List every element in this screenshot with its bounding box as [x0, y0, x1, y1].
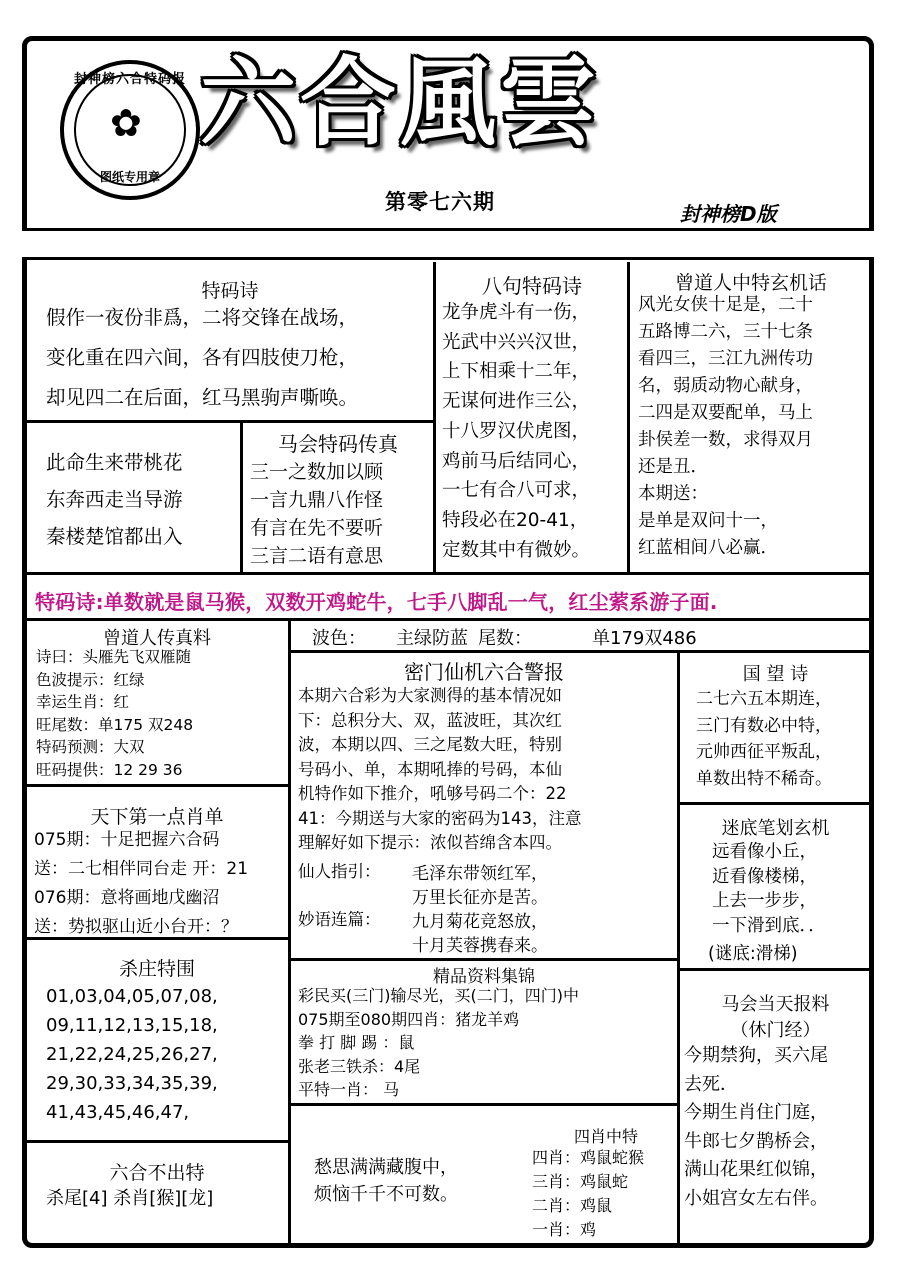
kill-special-line: 21,22,24,25,26,27, — [46, 1044, 218, 1065]
zeng-mystery-line: 二四是双要配单，马上 — [638, 403, 813, 423]
secret-alert-line: 41：今期送与大家的密码为143，注意 — [298, 808, 582, 828]
secret-alert-line: 本期六合彩为大家测得的基本情况如 — [298, 686, 562, 705]
horse-today-subtitle: （休门经） — [730, 1020, 821, 1041]
witty-poem-line: 万里长征亦是苦。 — [412, 888, 548, 908]
eight-lines-line: 龙争虎斗有一伤， — [442, 302, 591, 323]
four-zodiac-line: 二肖：鸡鼠 — [532, 1196, 613, 1215]
divider-poem-bottom — [26, 420, 435, 423]
zeng-mystery-line: 卦侯差一数，求得双月 — [638, 430, 813, 450]
worry-poem — [314, 1154, 458, 1208]
divider-zengfax-bottom — [26, 784, 290, 787]
eight-lines-line: 上下相乘十二年， — [442, 361, 591, 383]
header-stripe — [22, 228, 874, 260]
horse-fax-line: 三一之数加以顾 — [250, 461, 384, 483]
zeng-fax-line: 特码预测：大双 — [36, 738, 145, 756]
four-zodiac-line: 三肖：鸡鼠蛇 — [532, 1172, 629, 1191]
horse-today-title: 马会当天报料 — [721, 994, 830, 1015]
peach-line: 此命生来带桃花 — [46, 451, 183, 474]
zeng-fax-body — [36, 646, 193, 781]
horse-fax-line: 三言二语有意思 — [250, 545, 384, 567]
poem-special-line: 却见四二在后面，红马黑驹声嘶唤。 — [46, 386, 359, 409]
poem-special-line: 变化重在四六间，各有四肢使刀枪， — [46, 346, 359, 369]
best-data-line: 彩民买(三门)输尽光，买(二门，四门)中 — [298, 986, 579, 1005]
divider-v-col1 — [433, 262, 436, 574]
best-data-title: 精品资料集锦 — [433, 967, 535, 987]
secret-alert-title: 密门仙机六合警报 — [404, 660, 564, 684]
divider-best-bottom — [290, 1103, 679, 1106]
kill-special-body — [46, 982, 218, 1127]
zeng-mystery-line: 看四三，三江九洲传功 — [638, 349, 813, 369]
riddle-line: 上去一步步， — [712, 891, 817, 911]
divider-riddle-bottom — [679, 968, 872, 971]
kill-special-line: 09,11,12,13,15,18, — [46, 1015, 218, 1036]
riddle-body — [712, 840, 826, 938]
poem-special-line: 假作一夜份非爲，二将交锋在战场， — [46, 306, 359, 329]
zeng-fax-line: 旺尾数：单175 双248 — [36, 715, 194, 734]
first-zodiac-line: 送：势拟驱山近小台开：？ — [34, 917, 238, 937]
horse-today-line: 小姐宫女左右伴。 — [684, 1187, 828, 1209]
witty-poem-line: 九月菊花竞怒放， — [412, 912, 548, 932]
four-zodiac-body — [532, 1146, 644, 1242]
secret-alert-line: 波，本期以四、三之尾数大旺，特别 — [298, 735, 562, 754]
four-zodiac-line: 四肖：鸡鼠蛇猴 — [532, 1148, 645, 1167]
issue-number: 第零七六期 — [385, 190, 495, 214]
witty-poem-line: 十月芙蓉携春来。 — [412, 936, 548, 956]
eight-lines-line: 无谋何进作三公， — [442, 391, 591, 413]
seal-stamp — [60, 60, 200, 200]
zeng-mystery-line: 红蓝相间八必赢． — [638, 538, 778, 558]
worry-line: 烦恼千千不可数。 — [314, 1184, 458, 1205]
eight-lines-line: 十八罗汉伏虎图， — [442, 420, 591, 442]
eight-lines-title: 八句特码诗 — [482, 274, 582, 298]
eight-lines-body — [442, 298, 590, 565]
guowang-title: 国 望 诗 — [742, 664, 809, 685]
divider-guowang-bottom — [679, 802, 872, 805]
secret-alert-line: 号码小、单，本期吼捧的号码，本仙 — [298, 759, 562, 779]
zeng-fax-line: 色波提示：红绿 — [36, 670, 145, 689]
riddle-title: 迷底笔划玄机 — [721, 818, 830, 839]
poem-special-lines — [46, 298, 358, 418]
secret-alert-line: 理解好如下提示：浓似苔绵含本四。 — [298, 833, 562, 852]
eight-lines-line: 定数其中有微妙。 — [442, 539, 591, 561]
divider-v-right — [677, 652, 680, 1244]
first-zodiac-line: 076期：意将画地戊幽沼 — [34, 888, 220, 908]
zeng-mystery-title: 曾道人中特玄机话 — [674, 272, 827, 294]
no-special-line: 杀尾[4] 杀肖[猴][龙] — [46, 1188, 214, 1209]
best-data-line: 平特一肖： 马 — [298, 1080, 400, 1099]
first-zodiac-body — [34, 826, 248, 942]
horse-today-body — [684, 1042, 828, 1213]
horse-fax-title: 马会特码传真 — [278, 432, 398, 456]
riddle-line: 远看像小丘， — [712, 842, 817, 862]
tail-value: 单179双486 — [592, 628, 697, 649]
seal-bottom-text: 图纸专用章 — [99, 170, 160, 184]
zeng-mystery-line: 名，弱质动物心献身， — [638, 376, 813, 396]
riddle-line: 近看像楼梯， — [712, 866, 817, 887]
eight-lines-line: 鸡前马后结同心， — [442, 450, 591, 472]
four-zodiac-line: 一肖：鸡 — [532, 1220, 597, 1239]
masthead-logo: 六合風雲 — [200, 46, 600, 159]
horse-today-line: 今期生肖住门庭， — [684, 1102, 828, 1123]
guowang-line: 三门有数必中特， — [696, 715, 832, 736]
zeng-fax-line: 旺码提供：12 29 36 — [36, 760, 183, 779]
wave-label: 波色： — [312, 628, 366, 649]
bauhinia-flower-icon: ✿ — [110, 101, 142, 145]
immortal-guide-label: 仙人指引： — [298, 862, 381, 881]
peach-lines — [46, 444, 183, 555]
secret-alert-line: 下：总积分大、双，蓝波旺，其次红 — [298, 710, 562, 730]
secret-alert-line: 机特作如下推介，吼够号码二个：22 — [298, 784, 567, 803]
poem-special-title: 特码诗 — [201, 280, 259, 302]
no-special-title: 六合不出特 — [109, 1162, 205, 1184]
zeng-fax-title: 曾道人传真料 — [103, 628, 211, 649]
horse-today-line: 去死． — [684, 1073, 738, 1095]
kill-special-line: 41,43,45,46,47, — [46, 1102, 190, 1123]
kill-special-line: 01,03,04,05,07,08, — [46, 986, 218, 1007]
edition-label: 封神榜D版 — [680, 202, 777, 226]
horse-today-line: 满山花果红似锦， — [684, 1159, 828, 1180]
zeng-mystery-body — [638, 292, 813, 562]
guowang-body — [696, 686, 832, 792]
horse-fax-line: 一言九鼎八作怪 — [250, 489, 384, 511]
best-data-line: 075期至080期四肖：猪龙羊鸡 — [298, 1009, 520, 1029]
first-zodiac-line: 075期：十足把握六合码 — [34, 830, 220, 850]
divider-banner-bottom — [26, 618, 872, 621]
seal-arc-text: 封神榜六合特码报 — [73, 72, 186, 87]
four-zodiac-title: 四肖中特 — [574, 1127, 639, 1146]
guowang-line: 单数出特不稀奇。 — [696, 768, 832, 789]
peach-line: 秦楼楚馆都出入 — [46, 525, 183, 548]
kill-special-title: 杀庄特围 — [118, 958, 195, 980]
horse-fax-line: 有言在先不要听 — [250, 517, 384, 539]
peach-line: 东奔西走当导游 — [46, 488, 183, 511]
riddle-answer: (谜底:滑梯) — [708, 944, 798, 964]
divider-v-col2 — [627, 262, 630, 574]
zeng-mystery-line: 是单是双问十一， — [638, 511, 778, 531]
tail-label: 尾数： — [478, 628, 532, 649]
divider-v-left — [288, 620, 291, 1244]
horse-today-line: 牛郎七夕鹊桥会， — [684, 1130, 828, 1152]
best-data-body — [298, 984, 579, 1102]
zeng-mystery-line: 还是丑． — [638, 457, 708, 477]
divider-wave-bottom — [290, 650, 872, 653]
secret-alert-body — [298, 684, 582, 856]
eight-lines-line: 光武中兴兴汉世， — [442, 331, 591, 353]
divider-row1-bottom — [26, 572, 872, 575]
best-data-line: 拳 打 脚 踢 ：鼠 — [298, 1033, 415, 1052]
witty-poem-line: 毛泽东带领红军， — [412, 864, 548, 884]
horse-today-line: 今期禁狗，买六尾 — [684, 1045, 828, 1066]
zeng-fax-line: 诗曰：头雁先飞双雁随 — [36, 648, 192, 666]
horse-fax-lines — [250, 458, 383, 570]
banner-poem: 特码诗:单数就是鼠马猴，双数开鸡蛇牛，七手八脚乱一气，红尘萦系游子面. — [35, 590, 718, 614]
zeng-fax-line: 幸运生肖：红 — [36, 693, 130, 711]
eight-lines-line: 一七有合八可求， — [442, 480, 591, 502]
worry-line: 愁思满满藏腹中， — [314, 1157, 458, 1178]
first-zodiac-title: 天下第一点肖单 — [90, 806, 224, 828]
guowang-line: 二七六五本期连， — [696, 689, 832, 709]
riddle-line: 一下滑到底．． — [712, 915, 826, 936]
zeng-mystery-line: 风光女侠十足是，二十 — [638, 295, 813, 315]
first-zodiac-line: 送：二七相伴同台走 开：21 — [34, 859, 249, 879]
zeng-mystery-line: 五路博二六，三十七条 — [638, 322, 813, 342]
best-data-line: 张老三铁杀：4尾 — [298, 1056, 421, 1076]
kill-special-line: 29,30,33,34,35,39, — [46, 1073, 218, 1094]
witty-poem-body — [412, 862, 548, 958]
divider-kill-bottom — [26, 1140, 290, 1143]
wave-value: 主绿防蓝 — [396, 628, 468, 649]
zeng-mystery-line: 本期送： — [638, 484, 708, 504]
divider-secret-bottom — [290, 958, 679, 961]
guowang-line: 元帅西征平叛乱， — [696, 742, 832, 762]
eight-lines-line: 特段必在20-41， — [442, 509, 589, 531]
witty-poem-label: 妙语连篇： — [298, 910, 381, 929]
